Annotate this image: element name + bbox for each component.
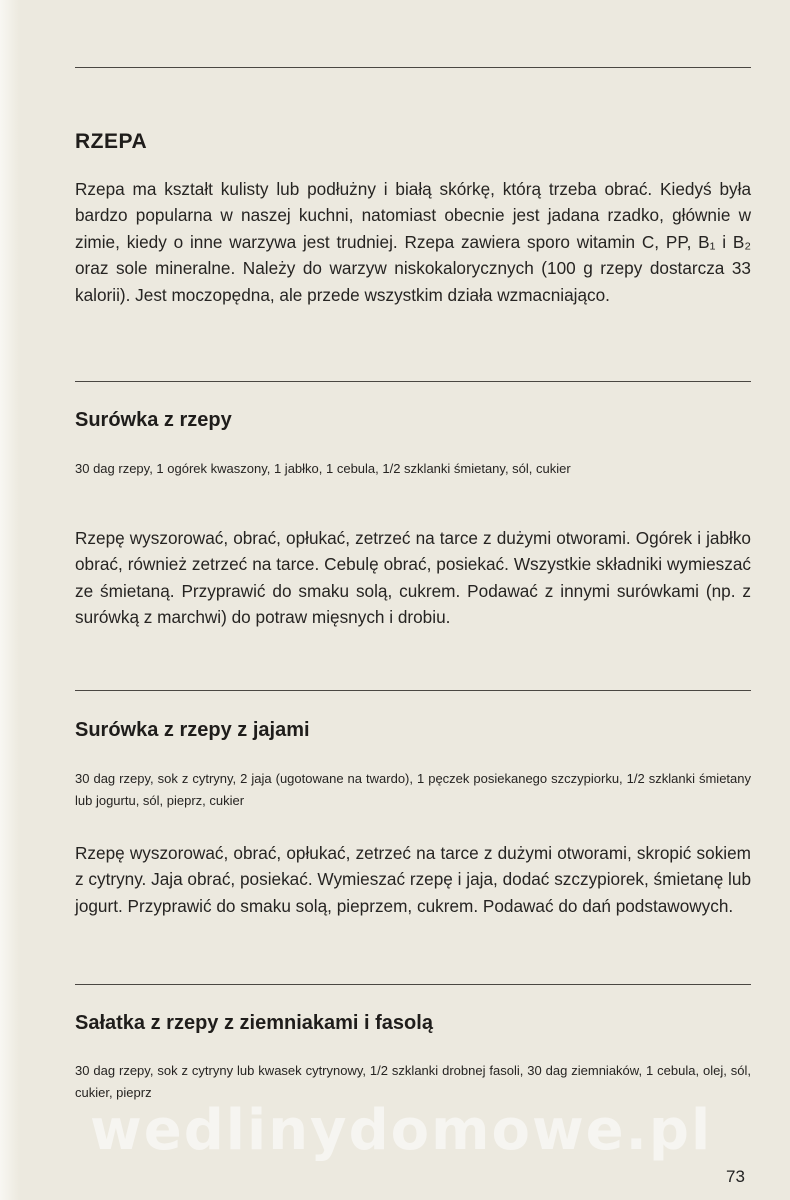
ingredients-list: 30 dag rzepy, sok z cytryny, 2 jaja (ugotowane na twardo), 1 pęczek posiekanego szczypiorku, 1/2 szklanki śmietany lub jogurtu, sól, pieprz, cukier: [75, 771, 751, 808]
watermark: wedlinydomowe.pl: [90, 1098, 713, 1163]
recipe-title: Surówka z rzepy: [75, 409, 232, 431]
recipe-title: Sałatka z rzepy z ziemniakami i fasolą: [75, 1012, 433, 1034]
method-paragraph: Rzepę wyszorować, obrać, opłukać, zetrzeć na tarce z dużymi otworami, skropić sokiem z cytryny. Jaja obrać, posiekać. Wymieszać rzepę i jaja, dodać szczypiorek, śmietanę lub jogurt. Przyprawić do smaku solą, pieprzem, cukrem. Podawać do dań podstawowych.: [75, 843, 751, 916]
divider-rule: [75, 690, 751, 691]
divider-rule: [75, 67, 751, 68]
page-number: 73: [726, 1167, 745, 1186]
intro-paragraph: Rzepa ma kształt kulisty lub podłużny i białą skórkę, którą trzeba obrać. Kiedyś była bardzo popularna w naszej kuchni, natomiast obecnie jest jadana rzadko, głównie w zimie, kiedy o inne warzywa jest trudniej. Rzepa zawiera sporo witamin C, PP, B₁ i B₂ oraz sole mineralne. Należy do warzyw niskokalorycznych (100 g rzepy dostarcza 33 kalorii). Jest moczopędna, ale przede wszystkim działa wzmacniająco.: [75, 179, 751, 305]
divider-rule: [75, 381, 751, 382]
section-heading-rzepa: RZEPA: [75, 130, 148, 153]
method-paragraph: Rzepę wyszorować, obrać, opłukać, zetrzeć na tarce z dużymi otworami. Ogórek i jabłko obrać, również zetrzeć na tarce. Cebulę obrać, posiekać. Wszystkie składniki wymieszać ze śmietaną. Przyprawić do smaku solą, cukrem. Podawać z innymi surówkami (np. z surówką z marchwi) do potraw mięsnych i drobiu.: [75, 528, 751, 628]
ingredients-list: 30 dag rzepy, sok z cytryny lub kwasek cytrynowy, 1/2 szklanki drobnej fasoli, 30 dag ziemniaków, 1 cebula, olej, sól, cukier, pieprz: [75, 1063, 751, 1100]
page-edge: [0, 0, 20, 1200]
divider-rule: [75, 984, 751, 985]
recipe-title: Surówka z rzepy z jajami: [75, 719, 310, 741]
ingredients-list: 30 dag rzepy, 1 ogórek kwaszony, 1 jabłko, 1 cebula, 1/2 szklanki śmietany, sól, cukier: [75, 461, 571, 476]
